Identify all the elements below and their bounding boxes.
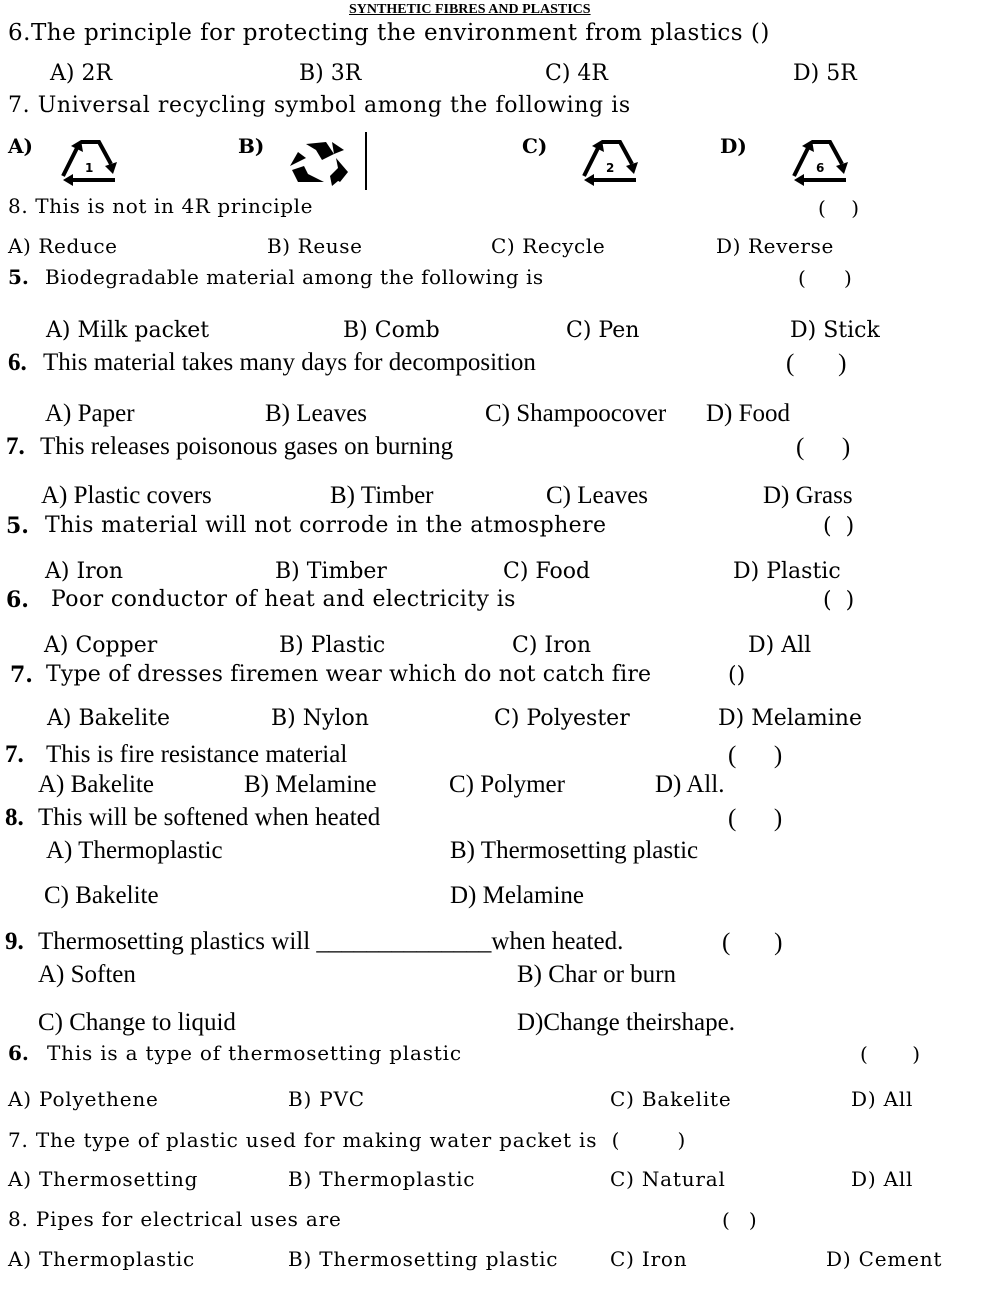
option-c: C) Natural bbox=[610, 1167, 726, 1191]
question-text: Poor conductor of heat and electricity is bbox=[51, 587, 516, 612]
option-c: C) Polyester bbox=[494, 706, 630, 731]
answer-bracket: ( ) bbox=[722, 1208, 757, 1232]
option-a: A) Thermoplastic bbox=[46, 837, 223, 864]
option-a: A) Bakelite bbox=[47, 706, 171, 731]
option-b: B) Char or burn bbox=[517, 961, 676, 988]
option-b: B) Plastic bbox=[279, 633, 386, 658]
option-d: D) Melamine bbox=[450, 882, 584, 909]
option-d: D) All bbox=[851, 1087, 914, 1111]
option-b: B) bbox=[238, 134, 265, 158]
option-b: B) Thermoplastic bbox=[288, 1167, 476, 1191]
divider bbox=[365, 132, 367, 190]
question-text: Thermosetting plastics will ______________when heated. bbox=[38, 928, 624, 955]
option-a: A) Reduce bbox=[8, 234, 118, 258]
option-b: B) 3R bbox=[299, 61, 362, 86]
option-d: D) Stick bbox=[790, 318, 880, 343]
option-a: A) 2R bbox=[50, 61, 113, 86]
answer-bracket: ( ) bbox=[798, 266, 852, 290]
option-a: A) Iron bbox=[45, 559, 124, 584]
question-number: 6. bbox=[8, 1041, 29, 1065]
recycling-code-6-icon bbox=[786, 136, 858, 188]
option-d: D) bbox=[720, 134, 747, 158]
page-title: SYNTHETIC FIBRES AND PLASTICS bbox=[349, 2, 591, 17]
question-number: 7. bbox=[5, 741, 24, 768]
option-b: B) Reuse bbox=[267, 234, 363, 258]
option-a: A) Soften bbox=[38, 961, 136, 988]
option-b: B) Melamine bbox=[244, 771, 377, 798]
option-a: A) Plastic covers bbox=[41, 482, 212, 509]
option-c: C) Recycle bbox=[491, 234, 606, 258]
answer-bracket: ( ) bbox=[796, 434, 851, 461]
answer-bracket: ( ) bbox=[728, 805, 783, 832]
option-c: C) bbox=[522, 134, 548, 158]
option-b: B) Thermosetting plastic bbox=[288, 1247, 559, 1271]
recycling-code-number: 2 bbox=[606, 161, 615, 175]
answer-bracket: ( ) bbox=[860, 1042, 921, 1066]
answer-bracket: ( ) bbox=[823, 514, 855, 539]
option-c: C) Food bbox=[503, 559, 591, 584]
question-text: This will be softened when heated bbox=[38, 804, 381, 831]
option-d: D) Grass bbox=[763, 482, 853, 509]
option-a: A) Bakelite bbox=[38, 771, 154, 798]
option-c: C) Shampoocover bbox=[485, 400, 667, 427]
option-c: C) Pen bbox=[566, 318, 640, 343]
option-d: D)Change theirshape. bbox=[517, 1009, 735, 1036]
question-number: 6. bbox=[6, 587, 29, 613]
question-text: 8. This is not in 4R principle bbox=[8, 194, 314, 218]
answer-bracket: () bbox=[728, 663, 746, 688]
option-d: D) Food bbox=[706, 400, 791, 427]
option-d: D) Melamine bbox=[718, 706, 862, 731]
question-number: 5. bbox=[8, 265, 29, 289]
option-c: C) Iron bbox=[610, 1247, 688, 1271]
question-number: 9. bbox=[5, 928, 24, 955]
option-b: B) Leaves bbox=[265, 400, 368, 427]
question-text: 6.The principle for protecting the environment from plastics () bbox=[8, 20, 770, 46]
answer-bracket: ( ) bbox=[818, 196, 860, 220]
universal-recycling-icon bbox=[284, 136, 358, 188]
question-text: This releases poisonous gases on burning bbox=[40, 433, 454, 460]
option-b: B) Timber bbox=[275, 559, 387, 584]
question-text: This is a type of thermosetting plastic bbox=[47, 1041, 462, 1065]
question-text: This material takes many days for decomposition bbox=[43, 349, 536, 376]
option-a: A) Milk packet bbox=[46, 318, 210, 343]
option-d: D) Cement bbox=[826, 1247, 943, 1271]
answer-bracket: ( ) bbox=[786, 350, 847, 377]
question-number: 5. bbox=[6, 513, 29, 539]
question-number: 7. bbox=[10, 662, 33, 688]
option-a: A) Polyethene bbox=[8, 1087, 159, 1111]
option-b: B) Timber bbox=[330, 482, 434, 509]
option-a: A) Paper bbox=[45, 400, 135, 427]
option-c: C) Leaves bbox=[546, 482, 649, 509]
question-text: 7. Universal recycling symbol among the following is bbox=[8, 93, 631, 118]
question-text: 7. The type of plastic used for making water packet is ( ) bbox=[8, 1128, 687, 1152]
option-c: C) Bakelite bbox=[44, 882, 159, 909]
answer-bracket: ( ) bbox=[823, 588, 855, 613]
question-text: This is fire resistance material bbox=[46, 741, 348, 768]
option-a: A) Thermoplastic bbox=[8, 1247, 196, 1271]
question-number: 6. bbox=[8, 349, 27, 376]
recycling-code-1-icon bbox=[55, 136, 127, 188]
answer-bracket: ( ) bbox=[722, 929, 783, 956]
option-c: C) 4R bbox=[545, 61, 608, 86]
option-a: A) Thermosetting bbox=[8, 1167, 199, 1191]
question-text: 8. Pipes for electrical uses are bbox=[8, 1207, 342, 1231]
answer-bracket: ( ) bbox=[728, 742, 783, 769]
question-text: Biodegradable material among the following is bbox=[45, 265, 544, 289]
option-d: D) Plastic bbox=[733, 559, 841, 584]
option-c: C) Polymer bbox=[449, 771, 565, 798]
option-c: C) Bakelite bbox=[610, 1087, 732, 1111]
question-text: Type of dresses firemen wear which do not catch fire bbox=[46, 662, 652, 687]
question-text: This material will not corrode in the atmosphere bbox=[45, 513, 607, 538]
recycling-code-2-icon bbox=[576, 136, 648, 188]
option-d: D) Reverse bbox=[716, 234, 834, 258]
recycling-code-number: 6 bbox=[816, 161, 825, 175]
question-number: 7. bbox=[6, 433, 25, 460]
option-d: D) All bbox=[851, 1167, 914, 1191]
option-b: B) Thermosetting plastic bbox=[450, 837, 699, 864]
option-d: D) 5R bbox=[793, 61, 857, 86]
option-b: B) Comb bbox=[343, 318, 440, 343]
option-b: B) Nylon bbox=[271, 706, 369, 731]
option-d: D) All. bbox=[655, 771, 725, 798]
option-b: B) PVC bbox=[288, 1087, 365, 1111]
question-number: 8. bbox=[5, 804, 24, 831]
option-d: D) All bbox=[748, 633, 812, 658]
option-c: C) Change to liquid bbox=[38, 1009, 236, 1036]
option-a: A) Copper bbox=[44, 633, 158, 658]
option-a: A) bbox=[8, 134, 33, 158]
recycling-code-number: 1 bbox=[85, 161, 94, 175]
option-c: C) Iron bbox=[512, 633, 592, 658]
